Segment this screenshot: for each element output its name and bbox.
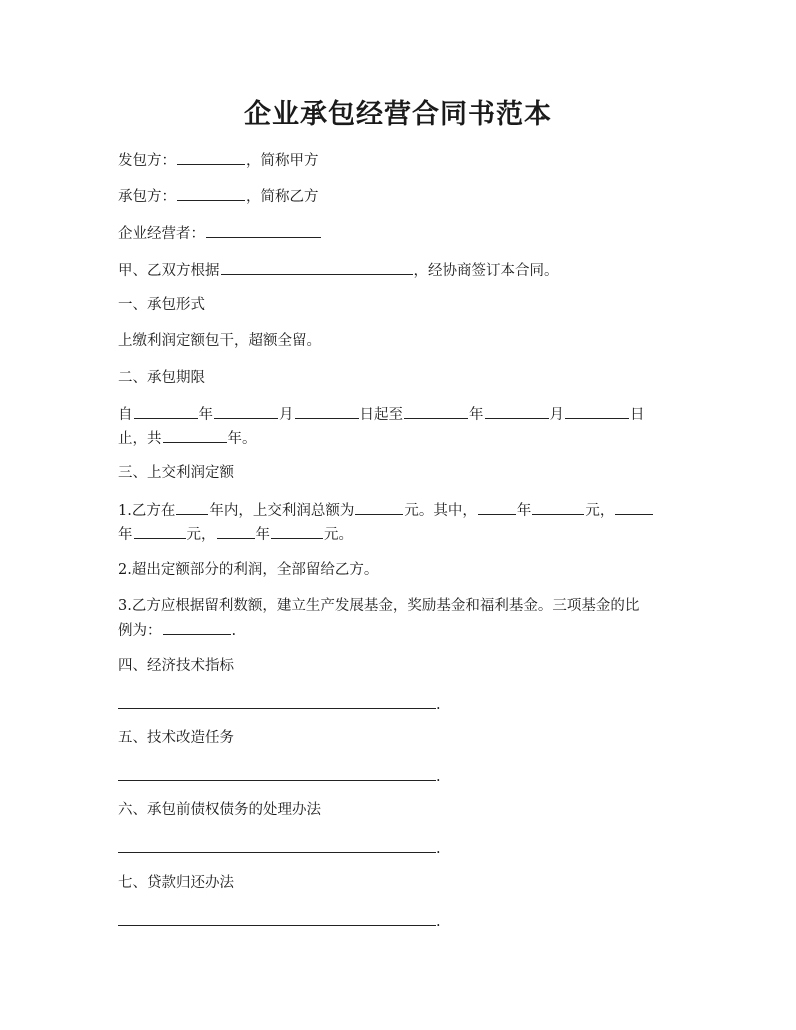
fabao-line bbox=[118, 147, 678, 174]
operator-label: 企业经营者： bbox=[118, 226, 205, 242]
section-4-heading: 四、经济技术指标 bbox=[118, 658, 234, 674]
basis-line bbox=[118, 257, 678, 284]
period: . bbox=[231, 623, 237, 639]
profit-item1-c: 元。其中， bbox=[404, 503, 477, 519]
period: . bbox=[436, 697, 441, 713]
year1-blank[interactable] bbox=[478, 497, 516, 515]
operator-line bbox=[118, 220, 678, 247]
profit-item1-line1 bbox=[118, 497, 678, 524]
term-month-label: 月 bbox=[279, 407, 294, 423]
profit-item1-b: 年内，上交利润总额为 bbox=[209, 503, 355, 519]
section-3-heading: 三、上交利润定额 bbox=[118, 465, 234, 481]
section-7-heading: 七、贷款归还办法 bbox=[118, 875, 234, 891]
section-7-fill-line bbox=[118, 907, 678, 935]
section-1-body: 上缴利润定额包干，超额全留。 bbox=[118, 333, 321, 349]
section-5-fill-line bbox=[118, 762, 678, 790]
section-5-heading: 五、技术改造任务 bbox=[118, 730, 234, 746]
term-year-label: 年 bbox=[198, 407, 213, 423]
fabao-label: 发包方： bbox=[118, 153, 176, 169]
period: . bbox=[436, 841, 441, 857]
term-month-label: 月 bbox=[549, 407, 564, 423]
term-line-2 bbox=[118, 425, 678, 452]
profit-total-blank[interactable] bbox=[355, 497, 403, 515]
start-month-blank[interactable] bbox=[214, 401, 278, 419]
profit-years-blank[interactable] bbox=[176, 497, 208, 515]
section-1-heading: 一、承包形式 bbox=[118, 297, 205, 313]
profit-item2: 2.超出定额部分的利润，全部留给乙方。 bbox=[118, 562, 379, 578]
end-month-blank[interactable] bbox=[485, 401, 549, 419]
year2-blank[interactable] bbox=[615, 497, 653, 515]
year-label: 年 bbox=[118, 527, 133, 543]
chengbao-suffix: ，简称乙方 bbox=[246, 189, 319, 205]
profit-item3-line2 bbox=[118, 617, 678, 644]
section-5-blank[interactable] bbox=[118, 762, 436, 781]
profit-item1-line2 bbox=[118, 521, 678, 548]
term-from: 自 bbox=[118, 407, 133, 423]
operator-blank[interactable] bbox=[206, 220, 321, 238]
chengbao-line bbox=[118, 183, 678, 210]
amount2-blank[interactable] bbox=[134, 521, 186, 539]
section-4-fill-line bbox=[118, 690, 678, 718]
term-year-label: 年 bbox=[469, 407, 484, 423]
chengbao-label: 承包方： bbox=[118, 189, 176, 205]
section-7-blank[interactable] bbox=[118, 907, 436, 926]
basis-prefix: 甲、乙双方根据 bbox=[118, 263, 220, 279]
year-label: 年 bbox=[516, 503, 532, 519]
year-label: 年 bbox=[255, 527, 270, 543]
amount1-blank[interactable] bbox=[532, 497, 584, 515]
term-line-1 bbox=[118, 401, 678, 428]
term-end-prefix: 止，共 bbox=[118, 431, 162, 447]
section-2-heading: 二、承包期限 bbox=[118, 370, 205, 386]
term-end-suffix: 年。 bbox=[227, 431, 257, 447]
end-year-blank[interactable] bbox=[404, 401, 468, 419]
start-year-blank[interactable] bbox=[134, 401, 198, 419]
year3-blank[interactable] bbox=[217, 521, 255, 539]
start-day-blank[interactable] bbox=[295, 401, 359, 419]
section-6-fill-line bbox=[118, 834, 678, 862]
fabao-suffix: ，简称甲方 bbox=[246, 153, 319, 169]
page-title: 企业承包经营合同书范本 bbox=[244, 99, 552, 130]
total-years-blank[interactable] bbox=[163, 425, 227, 443]
profit-item3-label: 例为： bbox=[118, 623, 162, 639]
amount3-blank[interactable] bbox=[271, 521, 323, 539]
yuan-comma-label: 元， bbox=[186, 527, 216, 543]
section-4-blank[interactable] bbox=[118, 690, 436, 709]
profit-item1-a: 1.乙方在 bbox=[118, 503, 176, 519]
section-6-heading: 六、承包前债权债务的处理办法 bbox=[118, 802, 321, 818]
term-day-start-label: 日起至 bbox=[359, 407, 403, 423]
fund-ratio-blank[interactable] bbox=[163, 617, 231, 635]
yuan-comma-label: 元， bbox=[585, 503, 615, 519]
yuan-end-label: 元。 bbox=[324, 527, 353, 543]
basis-blank[interactable] bbox=[221, 257, 413, 275]
chengbao-blank[interactable] bbox=[177, 183, 245, 201]
term-day-end-label: 日 bbox=[630, 407, 645, 423]
fabao-blank[interactable] bbox=[177, 147, 245, 165]
end-day-blank[interactable] bbox=[565, 401, 629, 419]
period: . bbox=[436, 769, 441, 785]
section-6-blank[interactable] bbox=[118, 834, 436, 853]
period: . bbox=[436, 914, 441, 930]
basis-suffix: ，经协商签订本合同。 bbox=[413, 263, 559, 279]
profit-item3-line1: 3.乙方应根据留利数额，建立生产发展基金，奖励基金和福利基金。三项基金的比 bbox=[118, 598, 640, 614]
